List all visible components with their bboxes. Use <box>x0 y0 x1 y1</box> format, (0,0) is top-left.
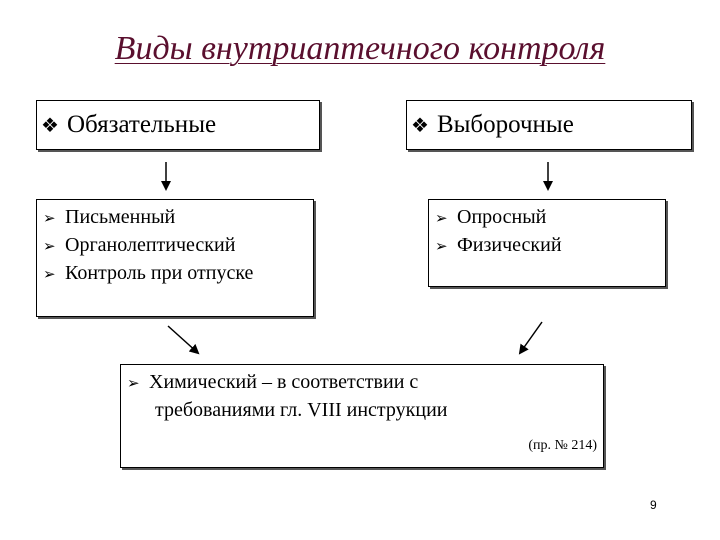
list-item: ➢ Органолептический <box>43 232 307 260</box>
list-item: ➢ Контроль при отпуске <box>43 260 307 288</box>
arrow-diag-left <box>168 326 198 353</box>
arrow-bullet-icon: ➢ <box>43 265 56 283</box>
page-number: 9 <box>650 498 657 512</box>
arrow-bullet-icon: ➢ <box>127 374 140 392</box>
chemical-line-2: требованиями гл. VIII инструкции <box>155 399 448 421</box>
mandatory-header-label: Обязательные <box>66 111 217 138</box>
arrow-bullet-icon: ➢ <box>43 209 56 227</box>
order-note: (пр. № 214) <box>528 438 597 453</box>
list-item: ➢ Физический <box>435 232 659 260</box>
diamond-bullet-icon: ❖ <box>41 113 59 137</box>
chemical-line-1: Химический – в соответствии с <box>149 371 419 393</box>
diamond-bullet-icon: ❖ <box>411 113 429 137</box>
list-item: ➢ Письменный <box>43 204 307 232</box>
slide-title: Виды внутриаптечного контроля <box>114 30 606 67</box>
arrow-bullet-icon: ➢ <box>43 237 56 255</box>
selective-header-label: Выборочные <box>436 111 574 138</box>
arrow-bullet-icon: ➢ <box>435 237 448 255</box>
arrow-diag-right <box>520 322 542 353</box>
list-item: ➢ Опросный <box>435 204 659 232</box>
arrow-bullet-icon: ➢ <box>435 209 448 227</box>
